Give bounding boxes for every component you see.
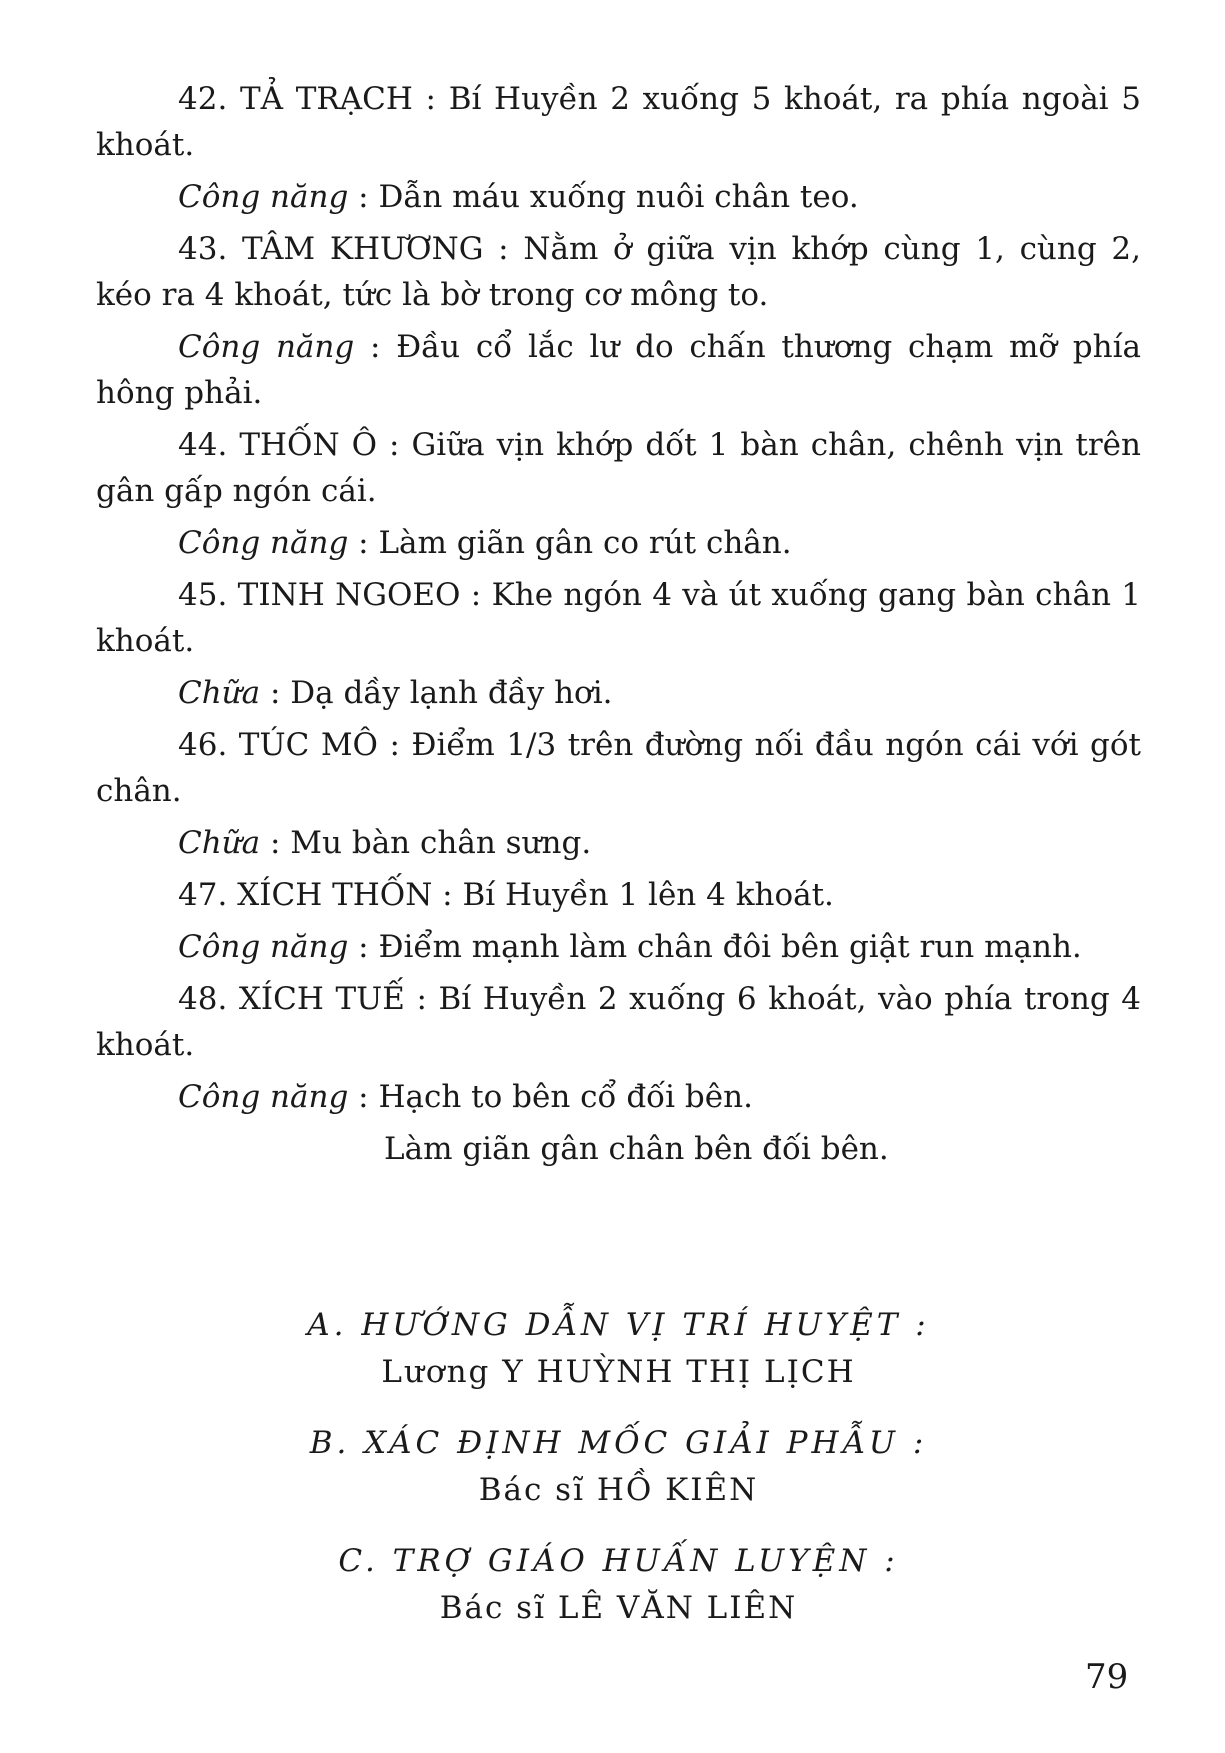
credit-title: B. XÁC ĐỊNH MỐC GIẢI PHẪU : [309,1425,928,1461]
entry-45 [96,572,1141,664]
note-text: Đầu cổ lắc lư do chấn thương chạm mỡ phía hông phải. [96,329,1141,411]
credit-a [96,1301,1141,1395]
entry-48-note [96,1074,1141,1120]
note-label: Công năng [178,929,349,965]
entry-45-note [96,670,1141,716]
entry-heading: 46. TÚC MÔ : [178,727,400,763]
note-text: Làm giãn gân co rút chân. [378,525,792,561]
entry-text: Bí Huyền 1 lên 4 khoát. [462,877,834,913]
entry-heading: 43. TÂM KHƯƠNG : [178,231,509,267]
entry-heading: 48. XÍCH TUẾ : [178,981,427,1017]
note-sep: : [260,675,291,711]
credit-name: Bác sĩ HỒ KIÊN [478,1472,759,1508]
note-label: Công năng [178,329,355,365]
entry-text: Bí Huyền 2 xuống 5 khoát, ra phía ngoài 5 khoát. [96,81,1141,163]
note-text: Mu bàn chân sưng. [290,825,592,861]
note-label: Công năng [178,1079,349,1115]
entry-44 [96,422,1141,514]
note-text: Điểm mạnh làm chân đôi bên giật run mạnh. [378,929,1082,965]
note-label: Công năng [178,525,349,561]
entry-42-note [96,174,1141,220]
entry-text: Khe ngón 4 và út xuống gang bàn chân 1 khoát. [96,577,1141,659]
entry-heading: 42. TẢ TRẠCH : [178,81,436,117]
entry-heading: 45. TINH NGOEO : [178,577,482,613]
note-label: Chữa [178,825,261,861]
entry-47-note [96,924,1141,970]
note-sep: : [354,329,397,365]
entry-heading: 47. XÍCH THỐN : [178,877,453,913]
entry-43-note [96,324,1141,416]
credits [96,1301,1141,1655]
entry-text: Giữa vịn khớp dốt 1 bàn chân, chênh vịn trên gân gấp ngón cái. [96,427,1141,509]
credit-name: Lương Y HUỲNH THỊ LỊCH [381,1354,856,1390]
entry-46-note [96,820,1141,866]
note-text: Dẫn máu xuống nuôi chân teo. [378,179,859,215]
credit-title: C. TRỢ GIÁO HUẤN LUYỆN : [338,1543,899,1579]
entry-48-extra: Làm giãn gân chân bên đối bên. [384,1131,889,1167]
note-text: Dạ dầy lạnh đầy hơi. [290,675,613,711]
entry-42 [96,76,1141,168]
entry-text: Nằm ở giữa vịn khớp cùng 1, cùng 2, kéo ra 4 khoát, tức là bờ trong cơ mông to. [96,231,1141,313]
credit-b [96,1419,1141,1513]
note-label: Công năng [178,179,349,215]
credit-name: Bác sĩ LÊ VĂN LIÊN [439,1590,798,1626]
note-sep: : [260,825,291,861]
entry-43 [96,226,1141,318]
page-number: 79 [1085,1657,1129,1697]
entry-48 [96,976,1141,1068]
entry-heading: 44. THỐN Ô : [178,427,400,463]
credit-title: A. HƯỚNG DẪN VỊ TRÍ HUYỆT : [307,1307,930,1343]
note-sep: : [348,179,379,215]
entry-text: Điểm 1/3 trên đường nối đầu ngón cái với gót chân. [96,727,1141,809]
entry-44-note [96,520,1141,566]
credit-c [96,1537,1141,1631]
entry-46 [96,722,1141,814]
page-body [96,76,1141,1626]
entry-47 [96,872,1141,918]
note-sep: : [348,929,379,965]
note-text: Hạch to bên cổ đối bên. [378,1079,753,1115]
entry-text: Bí Huyền 2 xuống 6 khoát, vào phía trong 4 khoát. [96,981,1141,1063]
note-sep: : [348,1079,379,1115]
note-label: Chữa [178,675,261,711]
note-sep: : [348,525,379,561]
